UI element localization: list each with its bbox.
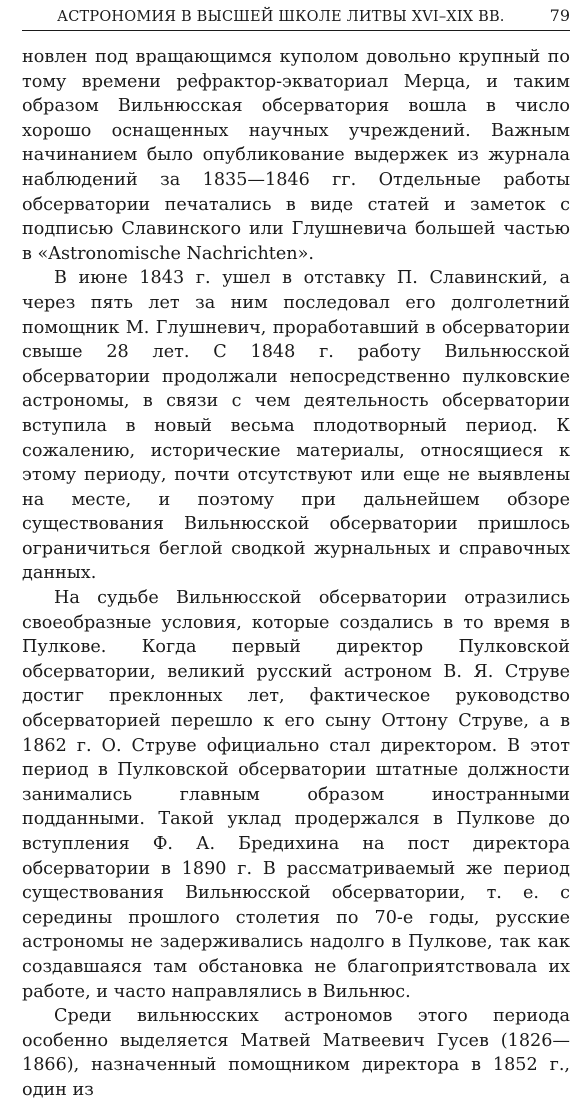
- paragraph-slavinsky-retirement: В июне 1843 г. ушел в отставку П. Славинский, а через пять лет за ним последовал его долголетний помощник М. Глушневич, проработавший в обсерватории свыше 28 лет. С 1848 г. работу Вильнюсской обсерватории продолжали непосредственно пулковские астрономы, в связи с чем деятельность обсерватории вступила в новый весьма плодотворный период. К сожалению, исторические материалы, относящиеся к этому периоду, почти отсутствуют или еще не выявлены на месте, и поэтому при дальнейшем обзоре существования Вильнюсской обсерватории пришлось ограничиться беглой сводкой журнальных и справочных данных.: [22, 268, 570, 584]
- paragraph-gusev: Среди вильнюсских астрономов этого периода особенно выделяется Матвей Матвеевич Гусев (1826—1866), назначенный помощником директора в 1852 г., один из: [22, 1006, 570, 1100]
- page-number: 79: [549, 6, 570, 25]
- running-title: АСТРОНОМИЯ В ВЫСШЕЙ ШКОЛЕ ЛИТВЫ XVI–XIX ВВ.: [57, 9, 505, 25]
- book-page: [22, 6, 570, 1103]
- running-header: [22, 6, 570, 31]
- paragraph-pulkovo-conditions: На судьбе Вильнюсской обсерватории отразились своеобразные условия, которые создались в то время в Пулкове. Когда первый директор Пулковской обсерватории, великий русский астроном В. Я. Струве достиг преклонных лет, фактическое руководство обсерваторией перешло к его сыну Оттону Струве, а в 1862 г. О. Струве официально стал директором. В этот период в Пулковской обсерватории штатные должности занимались главным образом иностранными подданными. Такой уклад продержался в Пулкове до вступления Ф. А. Бредихина на пост директора обсерватории в 1890 г. В рассматриваемый же период существования Вильнюсской обсерватории, т. е. с середины прошлого столетия по 70-е годы, русские астрономы не задерживались надолго в Пулкове, так как создавшаяся там обстановка не благоприятствовала их работе, и часто направлялись в Вильнюс.: [22, 588, 570, 1002]
- paragraph-continuation: новлен под вращающимся куполом довольно крупный по тому времени рефрактор-экваториал Мерца, и таким образом Вильнюсская обсерватория вошла в число хорошо оснащенных научных учреждений. Важным начинанием было опубликование выдержек из журнала наблюдений за 1835—1846 гг. Отдельные работы обсерватории печатались в виде статей и заметок с подписью Славинского или Глушневича большей частью в «Astronomische Nachrichten».: [22, 47, 570, 264]
- body-text: [22, 45, 570, 1103]
